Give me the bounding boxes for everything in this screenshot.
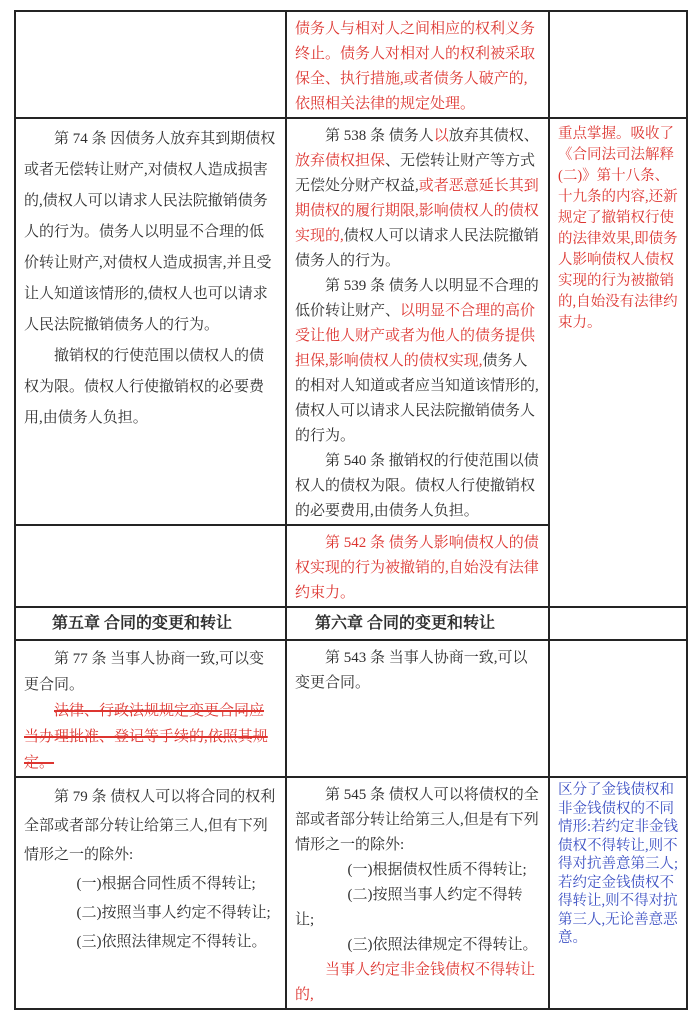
cell-old-law-art-74 xyxy=(15,118,286,525)
text-segment: (二)按照当事人约定不得转让; xyxy=(76,905,271,921)
text-segment: 债务人与相对人之间相应的权利义务终止。债务人对相对人的权利被采取保全、执行措施,或者债务人破产的,依照相关法律的规定处理。 xyxy=(295,21,536,112)
table-row xyxy=(15,640,687,777)
paragraph xyxy=(24,341,278,434)
cell-empty xyxy=(15,11,286,118)
paragraph xyxy=(558,124,679,334)
cell-new-law-art-542 xyxy=(286,525,549,607)
paragraph xyxy=(24,124,278,341)
paragraph xyxy=(24,698,278,776)
text-segment: 第 543 条 当事人协商一致,可以变更合同。 xyxy=(295,650,528,691)
paragraph xyxy=(24,783,278,870)
table-row xyxy=(15,118,687,525)
text-segment: 放弃债权担保 xyxy=(295,153,386,169)
cell-chapter-new-law xyxy=(286,607,549,640)
text-segment: 第 74 条 因债务人放弃其到期债权或者无偿转让财产,对债权人造成损害的,债权人可以请求人民法院撤销债务人的行为。债务人以明显不合理的低价转让财产,对债权人造成损害,并且受让人知道该情形的,债权人也可以请求人民法院撤销债务人的行为。 xyxy=(24,131,276,333)
list-item-clause xyxy=(295,933,541,958)
text-segment: 、无偿转让财产等方式无偿处分财产权益, xyxy=(295,153,536,194)
text-segment: 第 542 条 债务人影响债权人的债权实现的行为被撤销的,自始没有法律约束力。 xyxy=(295,535,539,601)
paragraph xyxy=(295,646,541,696)
text-segment: 债务人的相对人知道或者应当知道该情形的,债权人可以请求人民法院撤销债务人的行为。 xyxy=(295,353,539,444)
text-segment: 第 545 条 债权人可以将债权的全部或者部分转让给第三人,但是有下列情形之一的除外: xyxy=(295,787,539,853)
cell-new-law-art-545 xyxy=(286,777,549,1009)
deleted-text: 法律、行政法规规定变更合同应当办理批准、登记等手续的,依照其规定。 xyxy=(24,703,268,771)
text-segment: 第 79 条 债权人可以将合同的权利全部或者部分转让给第三人,但有下列情形之一的除外: xyxy=(24,789,276,863)
table-row-chapter xyxy=(15,607,687,640)
paragraph xyxy=(295,449,541,524)
text-segment: 当事人约定非金钱债权不得转让的, xyxy=(295,962,536,1003)
text-segment: 撤销权的行使范围以债权人的债权为限。债权人行使撤销权的必要费用,由债务人负担。 xyxy=(24,348,265,426)
text-segment: (三)依照法律规定不得转让。 xyxy=(76,934,267,950)
paragraph xyxy=(295,124,541,274)
cell-empty xyxy=(549,640,687,777)
table-row xyxy=(15,11,687,118)
paragraph xyxy=(295,17,541,117)
paragraph xyxy=(295,531,541,606)
text-segment: 放弃其债权、 xyxy=(448,128,539,144)
list-item-clause xyxy=(295,883,541,933)
text-segment: 第 539 条 债务人以明显不合理的低价转让财产、 xyxy=(295,278,539,319)
paragraph xyxy=(558,781,679,948)
paragraph xyxy=(24,646,278,698)
text-segment: 第 77 条 当事人协商一致,可以变更合同。 xyxy=(24,651,265,693)
text-segment: 或者恶意延长其到期债权的履行期限,影响债权人的债权实现的, xyxy=(295,178,539,244)
table-row xyxy=(15,777,687,1009)
cell-note-revocation-right xyxy=(549,118,687,607)
cell-new-law-continuation xyxy=(286,11,549,118)
cell-empty xyxy=(549,11,687,118)
text-segment: 以明显不合理的高价受让他人财产或者为他人的债务提供担保,影响债权人的债权实现, xyxy=(295,303,536,369)
chapter-title-old: 第五章 合同的变更和转让 xyxy=(52,615,233,632)
text-segment: (三)依照法律规定不得转让。 xyxy=(347,937,538,953)
cell-new-law-art-543 xyxy=(286,640,549,777)
list-item-clause xyxy=(24,928,278,957)
cell-chapter-old-law xyxy=(15,607,286,640)
text-segment: 重点掌握。吸收了《合同法司法解释(二)》第十八条、十九条的内容,还新规定了撤销权行使的法律效果,即债务人影响债权人债权实现的行为被撤销的,自始没有法律约束力。 xyxy=(558,126,678,331)
cell-old-law-art-77 xyxy=(15,640,286,777)
cell-empty xyxy=(549,607,687,640)
text-segment: (二)按照当事人约定不得转让; xyxy=(295,887,523,928)
text-segment: 区分了金钱债权和非金钱债权的不同情形:若约定非金钱债权不得转让,则不得对抗善意第三人;若约定金钱债权不得转让,则不得对抗第三人,无论善意恶意。 xyxy=(558,782,679,946)
text-segment: 第 538 条 债务人 xyxy=(325,128,434,144)
text-segment: 以 xyxy=(433,128,449,144)
paragraph xyxy=(295,958,541,1008)
list-item-clause xyxy=(24,870,278,899)
list-item-clause xyxy=(295,858,541,883)
text-segment: (一)根据合同性质不得转让; xyxy=(76,876,256,892)
cell-new-law-art-538-540 xyxy=(286,118,549,525)
cell-old-law-art-79 xyxy=(15,777,286,1009)
paragraph xyxy=(295,783,541,858)
cell-note-assignment xyxy=(549,777,687,1009)
text-segment: 第 540 条 撤销权的行使范围以债权人的债权为限。债权人行使撤销权的必要费用,由债务人负担。 xyxy=(295,453,539,519)
cell-empty xyxy=(15,525,286,607)
text-segment: (一)根据债权性质不得转让; xyxy=(347,862,527,878)
text-segment: 债权人可以请求人民法院撤销债务人的行为。 xyxy=(295,228,539,269)
law-comparison-table xyxy=(14,10,688,1010)
chapter-title-new: 第六章 合同的变更和转让 xyxy=(315,615,496,632)
paragraph xyxy=(295,274,541,449)
list-item-clause xyxy=(24,899,278,928)
